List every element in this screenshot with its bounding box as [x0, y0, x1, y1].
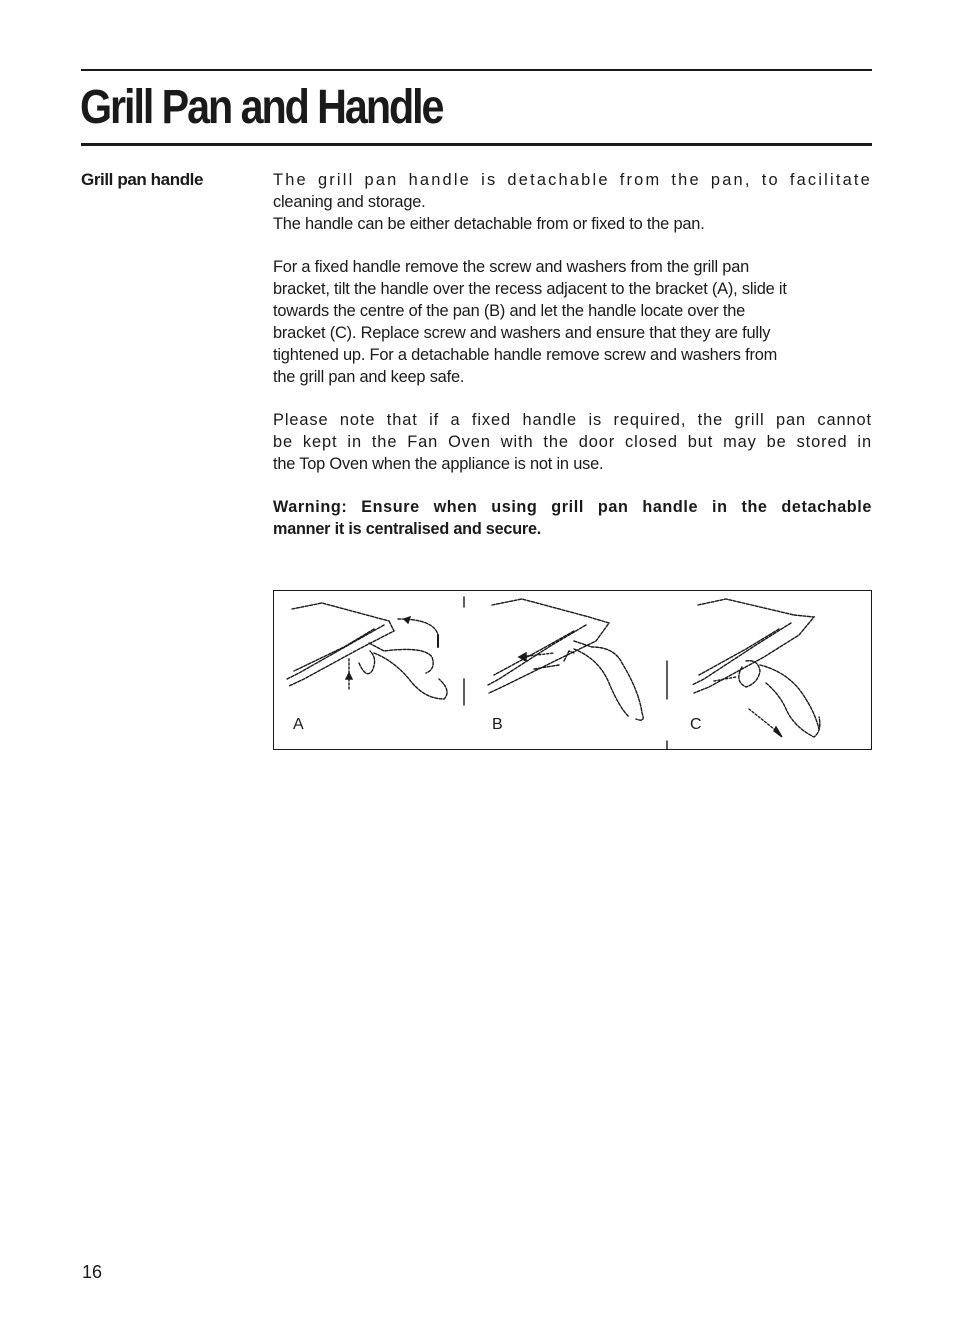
figure-label-b: B: [492, 716, 503, 733]
text-line: the grill pan and keep safe.: [273, 368, 465, 386]
step-c-drawing: [692, 599, 820, 737]
figure-label-c: C: [690, 716, 702, 733]
page-number: 16: [82, 1262, 103, 1282]
handle-fitting-illustration: [273, 590, 872, 750]
text-line: towards the centre of the pan (B) and let the handle locate over the: [273, 302, 746, 320]
page-title: Grill Pan and Handle: [80, 81, 443, 134]
figure-label-a: A: [293, 716, 304, 733]
text-line: The grill pan handle is detachable from the pan, to facilitate: [273, 171, 872, 189]
paragraph-storage-note: [273, 409, 872, 475]
text-line: the Top Oven when the appliance is not in use.: [273, 455, 604, 473]
text-line: Warning: Ensure when using grill pan handle in the detachable: [273, 498, 872, 516]
title-underline: [81, 143, 872, 146]
text-line: For a fixed handle remove the screw and washers from the grill pan: [273, 258, 750, 276]
text-line: manner it is centralised and secure.: [273, 520, 542, 538]
text-line: cleaning and storage.: [273, 193, 426, 211]
paragraph-intro: [273, 169, 872, 235]
top-rule: [81, 69, 872, 71]
step-a-drawing: [287, 603, 447, 699]
step-b-drawing: [488, 599, 643, 720]
text-line: tightened up. For a detachable handle remove screw and washers from: [273, 346, 778, 364]
text-line: be kept in the Fan Oven with the door closed but may be stored in: [273, 433, 872, 451]
warning-paragraph: [273, 496, 872, 540]
paragraph-fixed-handle: [273, 256, 872, 388]
text-line: bracket (C). Replace screw and washers and ensure that they are fully: [273, 324, 771, 342]
section-heading: Grill pan handle: [81, 170, 204, 189]
text-line: The handle can be either detachable from or fixed to the pan.: [273, 215, 705, 233]
illustration-drawing: [274, 591, 871, 749]
text-line: Please note that if a fixed handle is required, the grill pan cannot: [273, 411, 872, 429]
text-line: bracket, tilt the handle over the recess adjacent to the bracket (A), slide it: [273, 280, 787, 298]
